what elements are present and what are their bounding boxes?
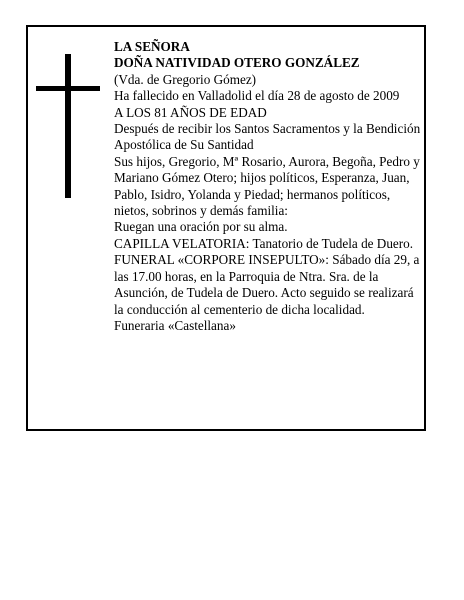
funeral-home: Funeraria «Castellana» xyxy=(114,317,236,333)
prayer-request: Ruegan una oración por su alma. xyxy=(114,219,288,235)
notice-text-block xyxy=(114,39,426,334)
sacraments-statement: Después de recibir los Santos Sacramentos y la Bendición Apostólica de Su Santidad xyxy=(114,121,421,153)
age-statement: A LOS 81 AÑOS DE EDAD xyxy=(114,104,267,120)
widow-of: (Vda. de Gregorio Gómez) xyxy=(114,71,257,87)
funeral-info: FUNERAL «CORPORE INSEPULTO»: Sábado día 29, a las 17.00 horas, en la Parroquia de Ntra. Sra. de la Asunción, de Tudela de Duero. Acto seguido se realizará la conducción al cementerio de dicha localidad. xyxy=(114,252,420,317)
title-la-senora: LA SEÑORA xyxy=(114,39,190,54)
cross-horizontal-bar xyxy=(36,86,100,91)
chapel-info: CAPILLA VELATORIA: Tanatorio de Tudela de Duero. xyxy=(114,235,414,251)
deceased-name: DOÑA NATIVIDAD OTERO GONZÁLEZ xyxy=(114,55,360,71)
cross-icon xyxy=(36,54,100,198)
cross-vertical-bar xyxy=(65,54,71,198)
death-statement: Ha fallecido en Valladolid el día 28 de agosto de 2009 xyxy=(114,88,400,104)
family-list: Sus hijos, Gregorio, Mª Rosario, Aurora, Begoña, Pedro y Mariano Gómez Otero; hijos políticos, Esperanza, Juan, Pablo, Isidro, Yolanda y Piedad; hermanos políticos, nietos, sobrinos y demás familia: xyxy=(114,153,420,219)
